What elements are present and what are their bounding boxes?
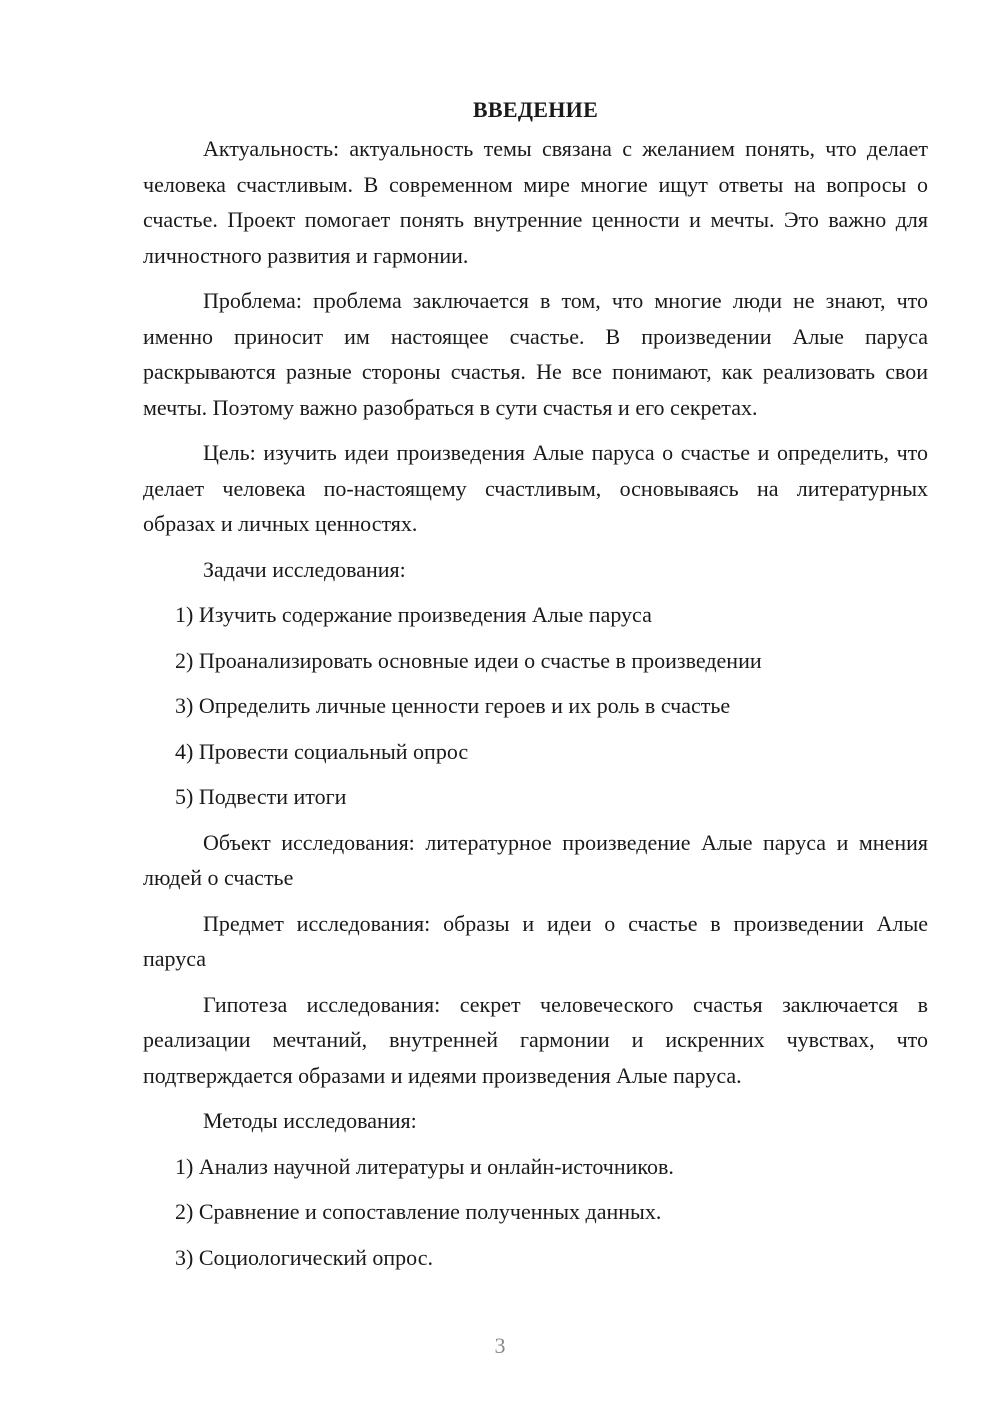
- page-number: 3: [494, 1333, 506, 1358]
- problem-paragraph: Проблема: проблема заключается в том, что многие люди не знают, что именно приносит им настоящее счастье. В произведении Алые паруса раскрываются разные стороны счастья. Не все понимают, как реализовать свои мечты. Поэтому важно разобраться в сути счастья и его секретах.: [143, 288, 928, 420]
- tasks-heading: Задачи исследования:: [203, 556, 406, 582]
- goal-paragraph: Цель: изучить идеи произведения Алые паруса о счастье и определить, что делает человека по-настоящему счастливым, основываясь на литературных образах и личных ценностях.: [143, 440, 928, 536]
- document-page: [143, 95, 928, 1285]
- subject-paragraph: Предмет исследования: образы и идеи о счастье в произведении Алые паруса: [143, 910, 928, 971]
- task-item: 4) Провести социальный опрос: [175, 738, 469, 764]
- hypothesis-paragraph: Гипотеза исследования: секрет человеческого счастья заключается в реализации мечтаний, внутренней гармонии и искренних чувствах, что подтверждается образами и идеями произведения Алые паруса.: [143, 991, 928, 1088]
- task-item: 3) Определить личные ценности героев и их роль в счастье: [175, 693, 731, 718]
- page-title: ВВЕДЕНИЕ: [472, 97, 599, 122]
- methods-list: [143, 1149, 928, 1276]
- object-paragraph: Объект исследования: литературное произведение Алые паруса и мнения людей о счастье: [143, 829, 928, 890]
- task-item: 2) Проанализировать основные идеи о счастье в произведении: [175, 647, 762, 673]
- method-item: 2) Сравнение и сопоставление полученных данных.: [175, 1199, 662, 1224]
- method-item: 1) Анализ научной литературы и онлайн-источников.: [175, 1153, 674, 1179]
- task-item: 5) Подвести итоги: [175, 784, 347, 809]
- relevance-paragraph: Актуальность: актуальность темы связана с желанием понять, что делает человека счастливым. В современном мире многие ищут ответы на вопросы о счастье. Проект помогает понять внутренние ценности и мечты. Это важно для личностного развития и гармонии.: [143, 136, 928, 268]
- methods-heading: Методы исследования:: [203, 1108, 417, 1133]
- method-item: 3) Социологический опрос.: [175, 1244, 433, 1270]
- task-item: 1) Изучить содержание произведения Алые паруса: [175, 602, 652, 627]
- tasks-list: [143, 597, 928, 815]
